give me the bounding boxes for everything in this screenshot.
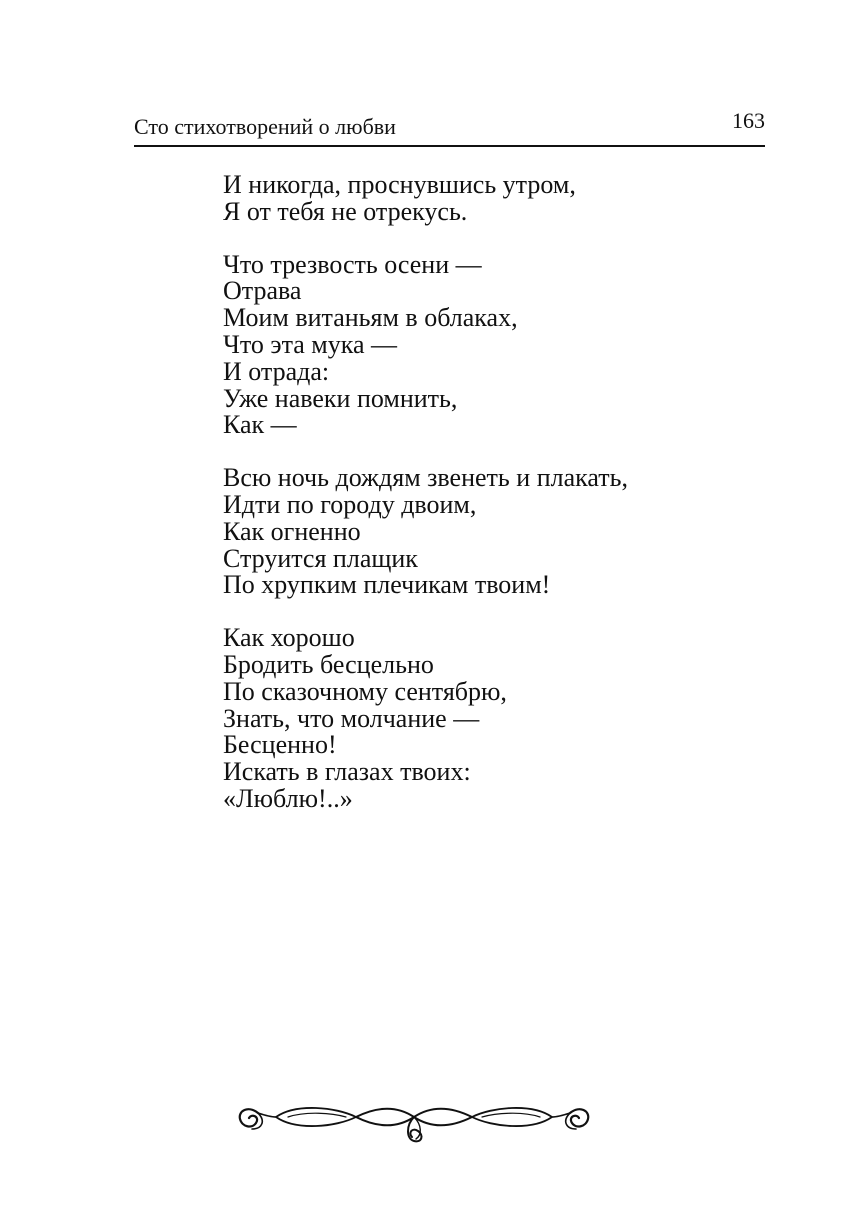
- book-title: Сто стихотворений о любви: [134, 114, 396, 139]
- stanza: [223, 172, 823, 226]
- stanza: [223, 625, 823, 813]
- running-header: [134, 104, 765, 144]
- poem-line: Что эта мука —: [223, 329, 398, 359]
- poem-line: Струится плащик: [223, 543, 418, 573]
- poem-line: Знать, что молчание —: [223, 703, 480, 733]
- poem-line: «Люблю!..»: [223, 783, 353, 813]
- poem-line: Моим витаньям в облаках,: [223, 303, 518, 333]
- stanza: [223, 249, 823, 440]
- poem-line: Отрава: [223, 276, 302, 306]
- poem-line: Как —: [223, 410, 297, 440]
- poem: [223, 172, 823, 839]
- page-number: 163: [732, 108, 765, 133]
- poem-line: Идти по городу двоим,: [223, 489, 477, 519]
- header-rule: [134, 145, 765, 147]
- poem-line: И отрада:: [223, 356, 330, 386]
- poem-line: По сказочному сентябрю,: [223, 676, 507, 706]
- poem-line: Искать в глазах твоих:: [223, 757, 471, 787]
- poem-line: Как хорошо: [223, 623, 355, 653]
- poem-line: Что трезвость осени —: [223, 249, 482, 279]
- stanza: [223, 465, 823, 599]
- flourish-divider-icon: [236, 1095, 592, 1151]
- poem-line: Уже навеки помнить,: [223, 383, 458, 413]
- poem-line: Всю ночь дождям звенеть и плакать,: [223, 463, 628, 493]
- poem-line: И никогда, проснувшись утром,: [223, 170, 576, 199]
- poem-line: По хрупким плечикам твоим!: [223, 570, 551, 600]
- poem-line: Как огненно: [223, 516, 361, 546]
- poem-line: Бесценно!: [223, 730, 337, 760]
- poem-line: Я от тебя не отрекусь.: [223, 196, 468, 226]
- poem-line: Бродить бесцельно: [223, 649, 434, 679]
